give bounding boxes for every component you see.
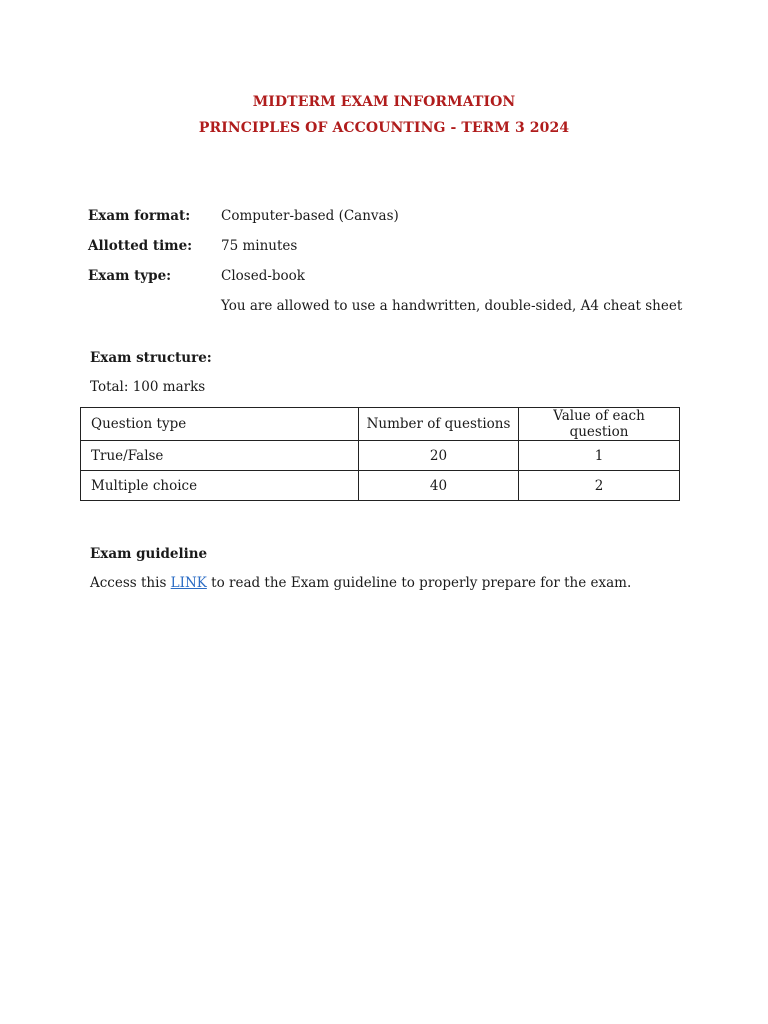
guideline-link[interactable]: LINK: [170, 575, 207, 591]
exam-type-value: Closed-book: [221, 268, 305, 284]
header-number-of-questions: Number of questions: [359, 408, 519, 441]
exam-structure-table: [80, 407, 680, 501]
cell-value-each-question: 1: [519, 441, 680, 471]
doc-title: MIDTERM EXAM INFORMATION: [252, 94, 516, 110]
cell-question-type: Multiple choice: [81, 471, 359, 501]
guideline-text-after: to read the Exam guideline to properly prepare for the exam.: [206, 575, 632, 591]
table-row: [81, 441, 680, 471]
guideline-paragraph: [90, 575, 631, 591]
cheat-sheet-note-row: [88, 298, 682, 318]
exam-format-value: Computer-based (Canvas): [221, 208, 399, 224]
exam-guideline-heading: Exam guideline: [90, 546, 208, 562]
doc-subtitle: PRINCIPLES OF ACCOUNTING - TERM 3 2024: [198, 120, 570, 136]
table-header-row: [81, 408, 680, 441]
exam-type-label: Exam type:: [88, 268, 172, 284]
header-value-each-question: Value of each question: [519, 408, 680, 441]
allotted-time-row: [88, 238, 297, 258]
cell-question-type: True/False: [81, 441, 359, 471]
exam-format-label: Exam format:: [88, 208, 191, 224]
total-marks: Total: 100 marks: [90, 379, 206, 395]
allotted-time-label: Allotted time:: [88, 238, 193, 254]
cell-number-of-questions: 40: [359, 471, 519, 501]
note-spacer: [88, 298, 221, 318]
header-question-type: Question type: [81, 408, 359, 441]
exam-type-row: [88, 268, 305, 288]
cell-value-each-question: 2: [519, 471, 680, 501]
table-row: [81, 471, 680, 501]
cell-number-of-questions: 20: [359, 441, 519, 471]
cheat-sheet-note: You are allowed to use a handwritten, double-sided, A4 cheat sheet: [221, 298, 683, 314]
exam-structure-heading: Exam structure:: [90, 350, 212, 366]
exam-format-row: [88, 208, 399, 228]
guideline-text-before: Access this: [90, 575, 171, 591]
allotted-time-value: 75 minutes: [221, 238, 298, 254]
